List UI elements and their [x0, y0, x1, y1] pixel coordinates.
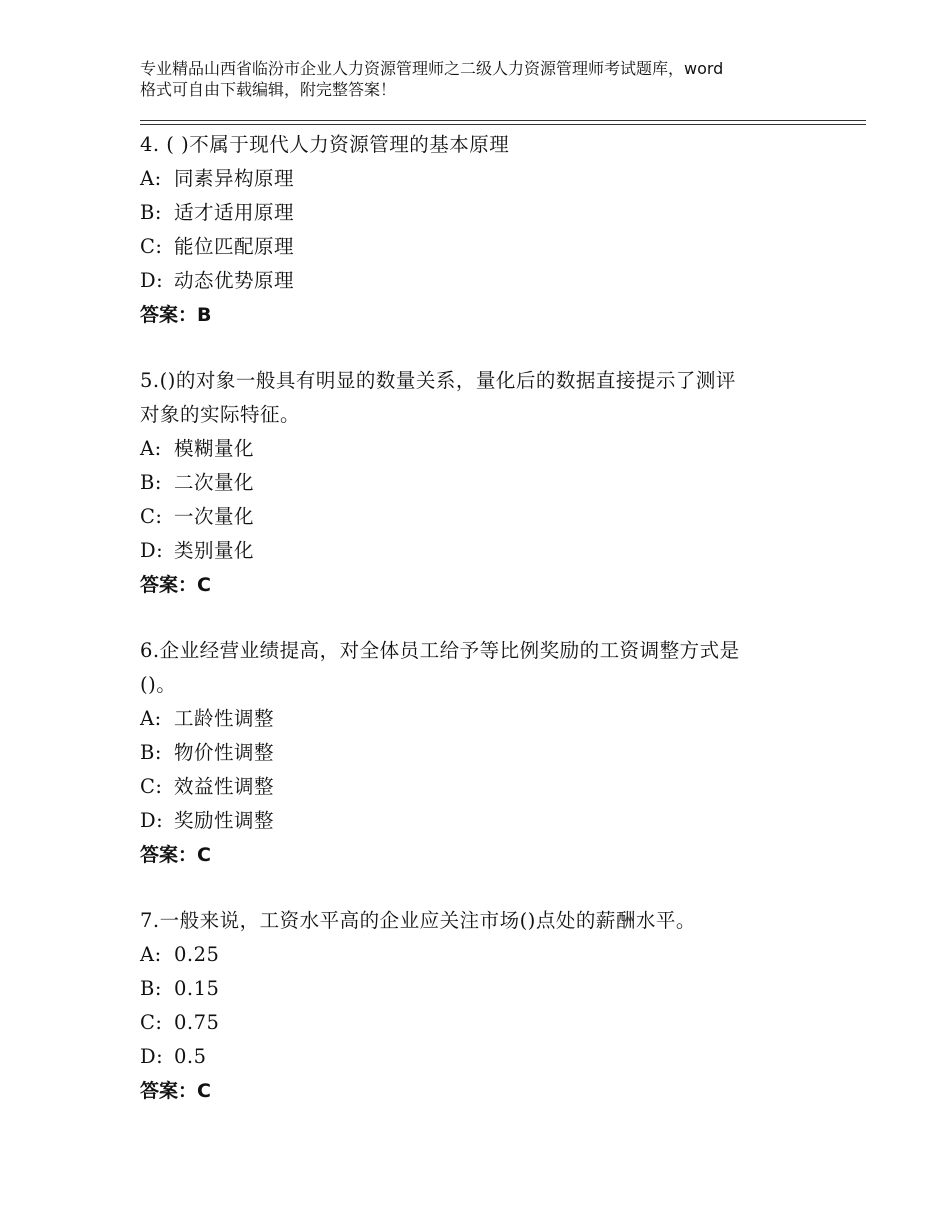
option-row: [140, 432, 840, 466]
header-line-2: 格式可自由下载编辑，附完整答案！: [140, 80, 397, 99]
option-text: 同素异构原理: [174, 167, 295, 190]
option-key: C:: [140, 1011, 163, 1034]
question-list: [140, 128, 840, 1140]
option-text: 0.25: [174, 943, 220, 966]
question-stem: 对象的实际特征。: [140, 403, 301, 426]
option-row: [140, 162, 840, 196]
document-header: [140, 58, 830, 100]
option-row: [140, 230, 840, 264]
option-key: A:: [140, 437, 162, 460]
option-text: 能位匹配原理: [174, 235, 295, 258]
question-block: [140, 904, 840, 1108]
option-row: [140, 972, 840, 1006]
option-row: [140, 500, 840, 534]
option-text: 0.5: [174, 1045, 207, 1068]
answer-line: 答案：B: [140, 304, 212, 326]
option-row: [140, 1040, 840, 1074]
option-key: B:: [140, 201, 162, 224]
option-key: A:: [140, 943, 162, 966]
option-text: 一次量化: [174, 505, 255, 528]
option-key: B:: [140, 977, 162, 1000]
option-row: [140, 1006, 840, 1040]
option-key: C:: [140, 775, 163, 798]
question-block: [140, 364, 840, 602]
question-stem: 5.()的对象一般具有明显的数量关系，量化后的数据直接提示了测评: [140, 369, 736, 392]
option-text: 二次量化: [174, 471, 255, 494]
option-key: A:: [140, 167, 162, 190]
option-row: [140, 702, 840, 736]
option-key: C:: [140, 505, 163, 528]
option-text: 工龄性调整: [174, 707, 275, 730]
header-divider-top: [140, 120, 866, 121]
answer-line: 答案：C: [140, 1080, 211, 1102]
option-text: 0.75: [174, 1011, 220, 1034]
answer-line: 答案：C: [140, 574, 211, 596]
option-row: [140, 534, 840, 568]
header-line-1: 专业精品山西省临汾市企业人力资源管理师之二级人力资源管理师考试题库，word: [140, 59, 724, 78]
option-text: 奖励性调整: [174, 809, 275, 832]
option-text: 物价性调整: [174, 741, 275, 764]
option-text: 效益性调整: [174, 775, 275, 798]
option-key: C:: [140, 235, 163, 258]
option-row: [140, 804, 840, 838]
option-key: B:: [140, 741, 162, 764]
option-row: [140, 264, 840, 298]
option-row: [140, 196, 840, 230]
option-text: 动态优势原理: [174, 269, 295, 292]
option-key: B:: [140, 471, 162, 494]
option-key: D:: [140, 809, 164, 832]
answer-line: 答案：C: [140, 844, 211, 866]
option-key: D:: [140, 269, 164, 292]
option-text: 模糊量化: [174, 437, 255, 460]
option-row: [140, 736, 840, 770]
option-row: [140, 770, 840, 804]
header-divider-bottom: [140, 124, 866, 125]
question-block: [140, 634, 840, 872]
option-row: [140, 938, 840, 972]
option-row: [140, 466, 840, 500]
option-text: 0.15: [174, 977, 220, 1000]
question-block: [140, 128, 840, 332]
question-stem: ()。: [140, 673, 177, 696]
option-key: D:: [140, 539, 164, 562]
question-stem: 4. ( )不属于现代人力资源管理的基本原理: [140, 133, 510, 156]
option-key: A:: [140, 707, 162, 730]
question-stem: 7.一般来说，工资水平高的企业应关注市场()点处的薪酬水平。: [140, 909, 696, 932]
option-text: 类别量化: [174, 539, 255, 562]
option-key: D:: [140, 1045, 164, 1068]
option-text: 适才适用原理: [174, 201, 295, 224]
question-stem: 6.企业经营业绩提高，对全体员工给予等比例奖励的工资调整方式是: [140, 639, 740, 662]
